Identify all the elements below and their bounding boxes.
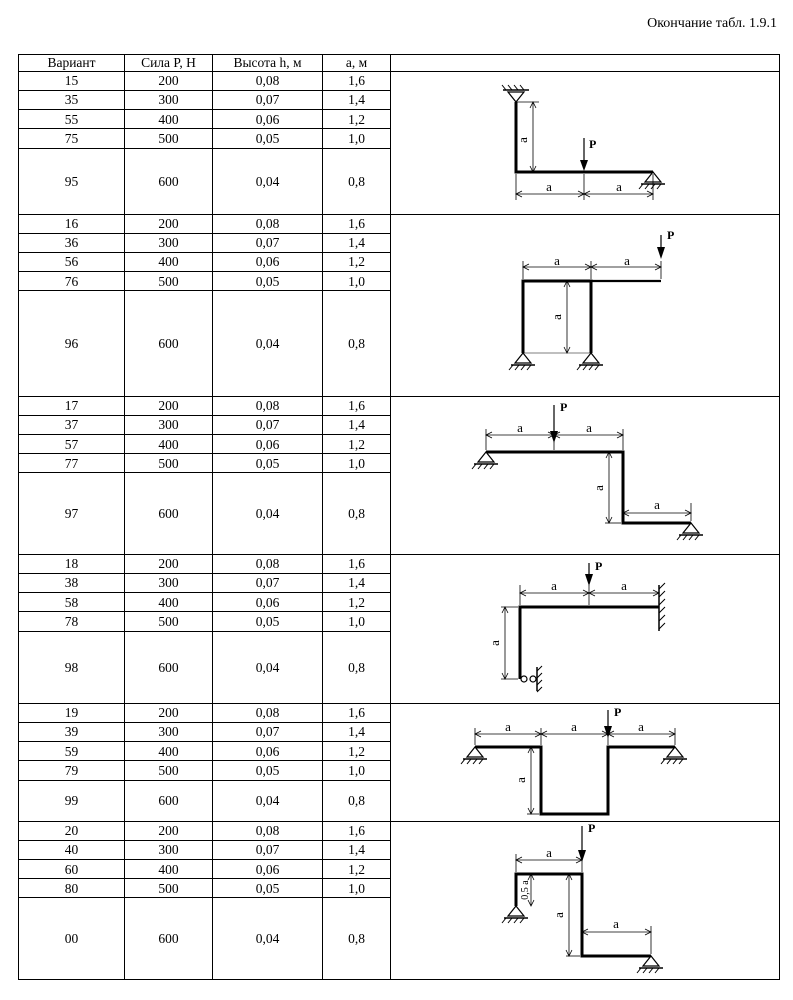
a-cell: 1,2 — [323, 593, 391, 612]
force-cell: 200 — [125, 822, 213, 841]
table-row — [19, 555, 780, 574]
height-cell: 0,07 — [213, 574, 323, 593]
height-cell: 0,04 — [213, 291, 323, 397]
height-cell: 0,04 — [213, 473, 323, 555]
force-cell: 200 — [125, 215, 213, 234]
height-cell: 0,05 — [213, 761, 323, 780]
height-cell: 0,05 — [213, 454, 323, 473]
dim-label: a — [513, 777, 528, 783]
force-cell: 400 — [125, 435, 213, 454]
height-cell: 0,05 — [213, 879, 323, 898]
variant-cell: 97 — [19, 473, 125, 555]
a-cell: 1,6 — [323, 822, 391, 841]
header-variant: Вариант — [19, 55, 125, 72]
force-label: P — [589, 137, 597, 151]
variants-table — [18, 54, 780, 980]
dim-label: a — [616, 179, 622, 194]
height-cell: 0,07 — [213, 841, 323, 860]
header-force: Сила P, Н — [125, 55, 213, 72]
scheme-cell — [391, 397, 780, 555]
force-label: P — [614, 705, 622, 719]
force-cell: 300 — [125, 416, 213, 435]
variant-cell: 40 — [19, 841, 125, 860]
force-label: P — [595, 559, 603, 573]
variant-cell: 20 — [19, 822, 125, 841]
variant-cell: 00 — [19, 898, 125, 980]
a-cell: 1,4 — [323, 841, 391, 860]
a-cell: 1,0 — [323, 612, 391, 631]
a-cell: 1,4 — [323, 234, 391, 253]
table-row — [19, 215, 780, 234]
variant-cell: 78 — [19, 612, 125, 631]
height-cell: 0,06 — [213, 860, 323, 879]
half-dim-label: 0,5 a — [520, 880, 531, 900]
scheme-1-diagram — [391, 72, 776, 214]
dim-label: a — [554, 253, 560, 268]
scheme-cell — [391, 822, 780, 980]
variant-cell: 18 — [19, 555, 125, 574]
dim-label: a — [505, 719, 511, 734]
variant-cell: 56 — [19, 253, 125, 272]
height-cell: 0,04 — [213, 631, 323, 704]
dim-label: a — [613, 916, 619, 931]
dim-label: a — [586, 420, 592, 435]
force-cell: 300 — [125, 91, 213, 110]
a-cell: 1,6 — [323, 704, 391, 723]
height-cell: 0,06 — [213, 435, 323, 454]
variant-cell: 16 — [19, 215, 125, 234]
a-cell: 1,6 — [323, 72, 391, 91]
variant-cell: 39 — [19, 723, 125, 742]
variant-cell: 57 — [19, 435, 125, 454]
force-label: P — [588, 822, 596, 835]
force-cell: 300 — [125, 841, 213, 860]
variant-cell: 36 — [19, 234, 125, 253]
force-cell: 200 — [125, 555, 213, 574]
a-cell: 1,2 — [323, 742, 391, 761]
table-row — [19, 72, 780, 91]
force-cell: 200 — [125, 72, 213, 91]
a-cell: 0,8 — [323, 631, 391, 704]
force-cell: 600 — [125, 631, 213, 704]
variant-cell: 80 — [19, 879, 125, 898]
height-cell: 0,08 — [213, 822, 323, 841]
table-header-row — [19, 55, 780, 72]
table-row — [19, 704, 780, 723]
height-cell: 0,08 — [213, 397, 323, 416]
a-cell: 1,0 — [323, 129, 391, 148]
dim-label: a — [546, 179, 552, 194]
height-cell: 0,08 — [213, 704, 323, 723]
height-cell: 0,04 — [213, 148, 323, 215]
force-label: P — [667, 228, 675, 242]
force-cell: 500 — [125, 129, 213, 148]
variant-cell: 59 — [19, 742, 125, 761]
a-cell: 0,8 — [323, 291, 391, 397]
a-cell: 1,2 — [323, 110, 391, 129]
scheme-cell — [391, 555, 780, 704]
dim-label: a — [654, 497, 660, 512]
height-cell: 0,04 — [213, 898, 323, 980]
scheme-6-diagram — [391, 822, 776, 979]
variant-cell: 95 — [19, 148, 125, 215]
dim-label: a — [487, 640, 502, 646]
scheme-3-diagram — [391, 397, 776, 554]
force-cell: 500 — [125, 879, 213, 898]
a-cell: 1,0 — [323, 272, 391, 291]
height-cell: 0,07 — [213, 723, 323, 742]
variant-cell: 58 — [19, 593, 125, 612]
force-cell: 500 — [125, 612, 213, 631]
a-cell: 1,2 — [323, 253, 391, 272]
a-cell: 1,4 — [323, 723, 391, 742]
force-cell: 400 — [125, 742, 213, 761]
force-cell: 600 — [125, 780, 213, 821]
a-cell: 1,2 — [323, 435, 391, 454]
scheme-cell — [391, 72, 780, 215]
a-cell: 1,0 — [323, 761, 391, 780]
force-label: P — [560, 400, 568, 414]
force-cell: 600 — [125, 291, 213, 397]
force-cell: 200 — [125, 704, 213, 723]
height-cell: 0,08 — [213, 72, 323, 91]
table-caption: Окончание табл. 1.9.1 — [647, 16, 777, 31]
a-cell: 1,6 — [323, 397, 391, 416]
force-cell: 400 — [125, 110, 213, 129]
header-scheme — [391, 55, 780, 72]
scheme-4-diagram — [391, 555, 776, 703]
scheme-cell — [391, 704, 780, 822]
scheme-cell — [391, 215, 780, 397]
variant-cell: 60 — [19, 860, 125, 879]
variant-cell: 96 — [19, 291, 125, 397]
force-cell: 500 — [125, 761, 213, 780]
variant-cell: 98 — [19, 631, 125, 704]
force-cell: 600 — [125, 473, 213, 555]
dim-label: a — [549, 314, 564, 320]
a-cell: 1,6 — [323, 215, 391, 234]
force-cell: 300 — [125, 574, 213, 593]
variant-cell: 55 — [19, 110, 125, 129]
variant-cell: 99 — [19, 780, 125, 821]
scheme-2-diagram — [391, 215, 776, 396]
variant-cell: 38 — [19, 574, 125, 593]
force-cell: 200 — [125, 397, 213, 416]
force-cell: 600 — [125, 148, 213, 215]
dim-label: a — [591, 485, 606, 491]
height-cell: 0,08 — [213, 215, 323, 234]
variant-cell: 76 — [19, 272, 125, 291]
table-row — [19, 397, 780, 416]
height-cell: 0,06 — [213, 110, 323, 129]
variant-cell: 79 — [19, 761, 125, 780]
height-cell: 0,07 — [213, 91, 323, 110]
a-cell: 0,8 — [323, 148, 391, 215]
variant-cell: 15 — [19, 72, 125, 91]
header-a: a, м — [323, 55, 391, 72]
variant-cell: 77 — [19, 454, 125, 473]
force-cell: 300 — [125, 723, 213, 742]
force-cell: 500 — [125, 272, 213, 291]
a-cell: 1,0 — [323, 454, 391, 473]
dim-label: a — [517, 420, 523, 435]
height-cell: 0,05 — [213, 272, 323, 291]
a-cell: 1,2 — [323, 860, 391, 879]
table-row — [19, 822, 780, 841]
height-cell: 0,05 — [213, 129, 323, 148]
height-cell: 0,06 — [213, 253, 323, 272]
a-cell: 0,8 — [323, 473, 391, 555]
variant-cell: 19 — [19, 704, 125, 723]
height-cell: 0,07 — [213, 416, 323, 435]
force-cell: 400 — [125, 253, 213, 272]
force-cell: 500 — [125, 454, 213, 473]
height-cell: 0,06 — [213, 593, 323, 612]
variant-cell: 75 — [19, 129, 125, 148]
a-cell: 1,6 — [323, 555, 391, 574]
height-cell: 0,05 — [213, 612, 323, 631]
force-cell: 400 — [125, 593, 213, 612]
dim-label: a — [551, 912, 566, 918]
a-cell: 0,8 — [323, 780, 391, 821]
variant-cell: 17 — [19, 397, 125, 416]
a-cell: 1,4 — [323, 574, 391, 593]
dim-label: a — [621, 578, 627, 593]
dim-label: a — [638, 719, 644, 734]
dim-label: a — [571, 719, 577, 734]
scheme-5-diagram — [391, 704, 776, 821]
header-height: Высота h, м — [213, 55, 323, 72]
variant-cell: 35 — [19, 91, 125, 110]
a-cell: 0,8 — [323, 898, 391, 980]
dim-label: a — [515, 137, 530, 143]
height-cell: 0,08 — [213, 555, 323, 574]
variant-cell: 37 — [19, 416, 125, 435]
dim-label: a — [624, 253, 630, 268]
height-cell: 0,06 — [213, 742, 323, 761]
dim-label: a — [551, 578, 557, 593]
dim-label: a — [546, 845, 552, 860]
height-cell: 0,04 — [213, 780, 323, 821]
a-cell: 1,4 — [323, 416, 391, 435]
force-cell: 600 — [125, 898, 213, 980]
a-cell: 1,4 — [323, 91, 391, 110]
force-cell: 300 — [125, 234, 213, 253]
force-cell: 400 — [125, 860, 213, 879]
a-cell: 1,0 — [323, 879, 391, 898]
height-cell: 0,07 — [213, 234, 323, 253]
